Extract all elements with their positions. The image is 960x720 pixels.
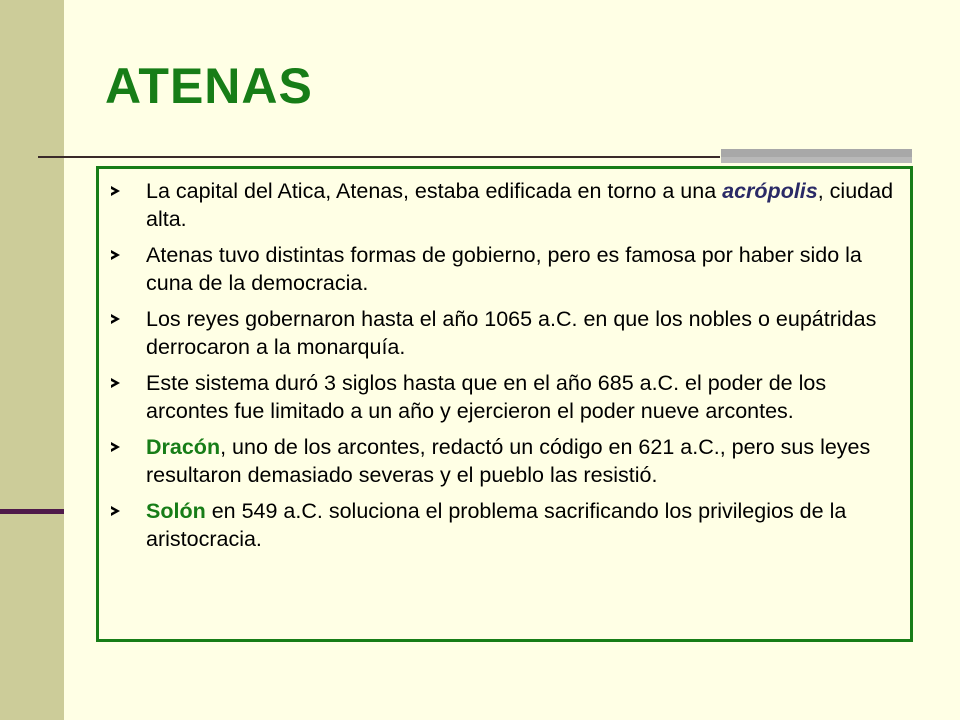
bullet-item-arcontes bbox=[109, 369, 909, 425]
bullet-text-tail: en 549 a.C. soluciona el problema sacrificando los privilegios de la aristocracia. bbox=[146, 499, 847, 551]
arrowhead-bullet-icon bbox=[111, 442, 120, 452]
bullet-text-tail: , uno de los arcontes, redactó un código en 621 a.C., pero sus leyes resultaron demasiado severas y el pueblo las resistió. bbox=[146, 435, 871, 487]
content-box bbox=[96, 166, 913, 642]
bullet-text: Los reyes gobernaron hasta el año 1065 a.C. en que los nobles o eupátridas derrocaron a la monarquía. bbox=[146, 307, 877, 359]
left-accent-bar bbox=[0, 509, 64, 514]
bullet-emphasis: acrópolis bbox=[722, 179, 818, 203]
decorative-gray-bar-bottom bbox=[721, 157, 912, 163]
bullet-item-democracia bbox=[109, 241, 909, 297]
arrowhead-bullet-icon bbox=[111, 314, 120, 324]
bullet-emphasis: Solón bbox=[146, 499, 206, 523]
bullet-text: La capital del Atica, Atenas, estaba edificada en torno a una bbox=[146, 179, 723, 203]
arrowhead-bullet-icon bbox=[111, 186, 120, 196]
bullet-emphasis: Dracón bbox=[146, 435, 221, 459]
bullet-text-tail: , ciudad alta. bbox=[146, 179, 894, 231]
arrowhead-bullet-icon bbox=[111, 378, 120, 388]
title-underline bbox=[38, 156, 720, 158]
slide-title: ATENAS bbox=[105, 58, 313, 114]
bullet-text: Este sistema duró 3 siglos hasta que en el año 685 a.C. el poder de los arcontes fue limitado a un año y ejercieron el poder nueve arcontes. bbox=[146, 371, 827, 423]
arrowhead-bullet-icon bbox=[111, 250, 120, 260]
arrowhead-bullet-icon bbox=[111, 506, 120, 516]
bullet-item-dracon bbox=[109, 433, 909, 489]
bullet-item-reyes bbox=[109, 305, 909, 361]
decorative-gray-bar-top bbox=[721, 149, 912, 157]
bullet-item-solon bbox=[109, 497, 909, 553]
left-decorative-band bbox=[0, 0, 64, 720]
bullet-list bbox=[109, 177, 909, 561]
bullet-item-acropolis bbox=[109, 177, 909, 233]
bullet-text: Atenas tuvo distintas formas de gobierno, pero es famosa por haber sido la cuna de la democracia. bbox=[146, 243, 862, 295]
